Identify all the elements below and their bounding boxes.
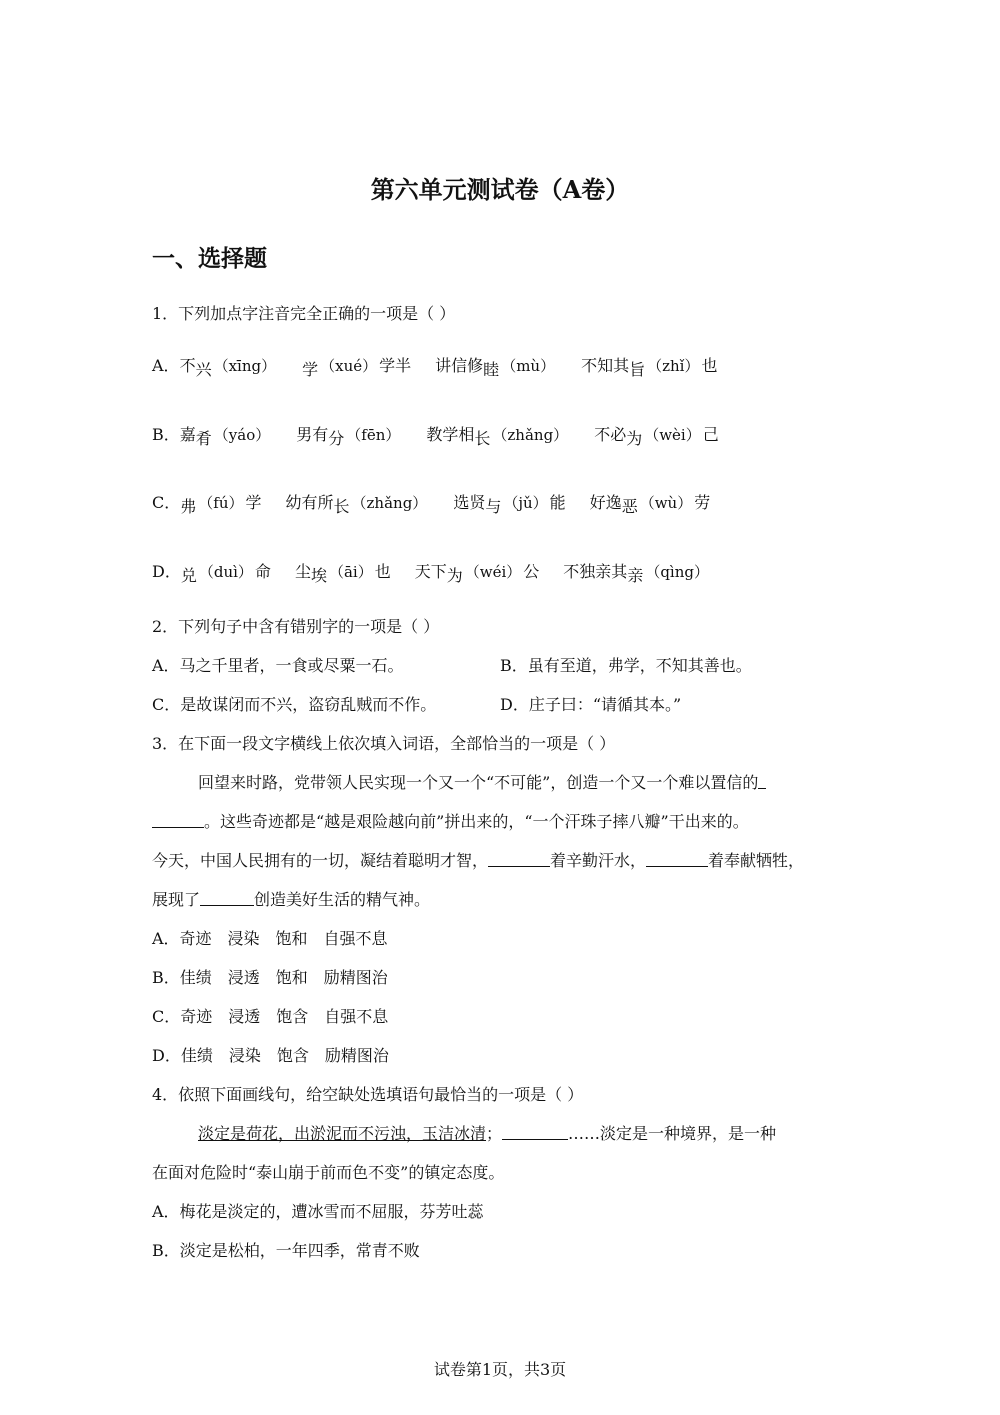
item-prefix: 男有 (296, 425, 329, 444)
page-footer: 试卷第1页，共3页 (433, 1360, 567, 1379)
pinyin: （zhǎng） (492, 426, 569, 444)
pinyin: （wù） (639, 494, 693, 512)
dotted-character: 长 (474, 429, 491, 448)
pinyin-item (180, 562, 271, 585)
pinyin: （duì） (198, 563, 253, 581)
item-prefix: 不 (179, 356, 196, 375)
q2-option-d: D．庄子曰：“请循其本。” (500, 695, 682, 714)
dotted-character: 弗 (180, 497, 197, 516)
pinyin-item (296, 425, 402, 448)
item-suffix: 劳 (694, 493, 711, 512)
q4-blank (502, 1125, 568, 1140)
q3-option-d: D．佳绩 浸染 饱含 励精图治 (152, 1046, 389, 1065)
pinyin-item (594, 425, 719, 448)
pinyin-item (589, 493, 711, 516)
item-prefix: 好逸 (589, 493, 622, 512)
q3-blank-4 (200, 891, 254, 906)
item-prefix: 幼有所 (285, 493, 334, 512)
item-suffix: 能 (549, 493, 566, 512)
q1-option-b (152, 425, 743, 448)
pinyin-item (285, 493, 430, 516)
pinyin: （qìng） (645, 563, 709, 581)
section-heading: 一、选择题 (152, 245, 267, 272)
pinyin: （āi） (328, 563, 373, 581)
item-prefix: 讲信修 (435, 356, 484, 375)
pinyin-item (581, 356, 718, 379)
item-prefix: 不必 (594, 425, 627, 444)
q3-blank-3 (646, 852, 708, 867)
page-title: 第六单元测试卷（A卷） (370, 175, 630, 204)
item-prefix: 天下 (414, 562, 447, 581)
pinyin-item (414, 562, 540, 585)
q2-stem: 2．下列句子中含有错别字的一项是（ ） (152, 617, 440, 636)
pinyin-item (179, 425, 272, 448)
q4-stem: 4．依照下面画线句，给空缺处选填语句最恰当的一项是（ ） (152, 1085, 584, 1104)
dotted-character: 为 (626, 429, 643, 448)
q3-passage-text: 展现了 (152, 890, 201, 909)
q3-option-a: A．奇迹 浸染 饱和 自强不息 (152, 929, 388, 948)
pinyin: （fēn） (346, 426, 401, 444)
q1-option-c (152, 493, 734, 516)
item-prefix: 嘉 (179, 425, 196, 444)
q4-passage-line-2: 在面对危险时“泰山崩于前而色不变”的镇定态度。 (152, 1163, 505, 1182)
pinyin: （fú） (198, 494, 244, 512)
q4-passage-line-1 (198, 1124, 776, 1144)
item-prefix: 选贤 (453, 493, 486, 512)
pinyin: （zhǐ） (647, 357, 700, 375)
q3-option-b: B．佳绩 浸透 饱和 励精图治 (152, 968, 388, 987)
item-suffix: 学半 (379, 356, 412, 375)
q1-option-d (152, 562, 735, 585)
q2-option-a: A．马之千里者，一食或尽粟一石。 (152, 656, 404, 675)
q4-passage-text: ……淡定是一种境界，是一种 (568, 1124, 777, 1143)
dotted-character: 兴 (195, 360, 212, 379)
pinyin-item (294, 562, 391, 585)
q4-option-b: B．淡定是松柏，一年四季，常青不败 (152, 1241, 420, 1260)
q3-passage-text: 着奉献牺牲， (708, 851, 805, 870)
pinyin: （wèi） (644, 426, 701, 444)
q3-passage-line-2 (152, 812, 749, 832)
option-label: A． (152, 356, 180, 375)
item-prefix: 尘 (294, 562, 311, 581)
q3-option-c: C．奇迹 浸透 饱含 自强不息 (152, 1007, 389, 1026)
item-suffix: 学 (245, 493, 262, 512)
q1-stem: 1．下列加点字注音完全正确的一项是（ ） (152, 304, 456, 323)
item-suffix: 公 (523, 562, 540, 581)
dotted-character: 睦 (483, 360, 500, 379)
item-suffix: 己 (702, 425, 719, 444)
q3-blank-1-start (758, 774, 766, 789)
dotted-character: 长 (333, 497, 350, 516)
option-label: B． (152, 425, 180, 444)
q1-option-a (152, 356, 742, 379)
dotted-character: 分 (328, 429, 345, 448)
pinyin-item (453, 493, 566, 516)
item-prefix: 不知其 (581, 356, 630, 375)
item-suffix: 也 (701, 356, 718, 375)
pinyin: （xīng） (213, 357, 277, 375)
q3-passage-text: 回望来时路，党带领人民实现一个又一个“不可能”，创造一个又一个难以置信的 (198, 773, 759, 792)
q3-passage-text: 创造美好生活的精气神。 (254, 890, 431, 909)
q3-stem: 3．在下面一段文字横线上依次填入词语，全部恰当的一项是（ ） (152, 734, 616, 753)
item-prefix: 不独亲其 (563, 562, 628, 581)
pinyin-item (180, 493, 262, 516)
item-suffix: 命 (254, 562, 271, 581)
dotted-character: 亲 (627, 566, 644, 585)
q3-passage-text: 今天，中国人民拥有的一切，凝结着聪明才智， (152, 851, 489, 870)
pinyin: （yáo） (213, 426, 271, 444)
item-prefix: 教学相 (426, 425, 475, 444)
dotted-character: 与 (485, 497, 502, 516)
pinyin: （zhǎng） (351, 494, 428, 512)
q4-option-a: A．梅花是淡定的，遭冰雪而不屈服，芬芳吐蕊 (152, 1202, 484, 1221)
option-label: C． (152, 493, 181, 512)
q3-passage-line-4 (152, 890, 430, 910)
pinyin-item (563, 562, 711, 585)
q4-passage-text: ； (486, 1124, 503, 1143)
q3-blank-1 (152, 813, 204, 828)
dotted-character: 兑 (180, 566, 197, 585)
dotted-character: 为 (446, 566, 463, 585)
pinyin: （wéi） (464, 563, 522, 581)
q3-blank-2 (488, 852, 550, 867)
dotted-character: 肴 (195, 429, 212, 448)
pinyin-item (302, 356, 412, 379)
option-label: D． (152, 562, 181, 581)
q2-option-b: B．虽有至道，弗学，不知其善也。 (500, 656, 752, 675)
pinyin: （mù） (501, 357, 556, 375)
q3-passage-text: 。这些奇迹都是“越是艰险越向前”拼出来的，“一个汗珠子摔八瓣”干出来的。 (204, 812, 749, 831)
pinyin-item (435, 356, 557, 379)
pinyin-item (426, 425, 570, 448)
dotted-character: 旨 (629, 360, 646, 379)
q4-underlined-sentence: 淡定是荷花，出淤泥而不污浊，玉洁冰清 (198, 1124, 487, 1143)
dotted-character: 恶 (621, 497, 638, 516)
dotted-character: 学 (302, 360, 319, 379)
item-suffix: 也 (374, 562, 391, 581)
q3-passage-text: 着辛勤汗水， (550, 851, 647, 870)
pinyin: （xué） (320, 357, 378, 375)
pinyin-item (179, 356, 279, 379)
pinyin: （jǔ） (503, 494, 548, 512)
q3-passage-line-1 (198, 773, 766, 793)
q3-passage-line-3 (152, 851, 804, 871)
q2-option-c: C．是故谋闭而不兴，盗窃乱贼而不作。 (152, 695, 437, 714)
dotted-character: 埃 (310, 566, 327, 585)
